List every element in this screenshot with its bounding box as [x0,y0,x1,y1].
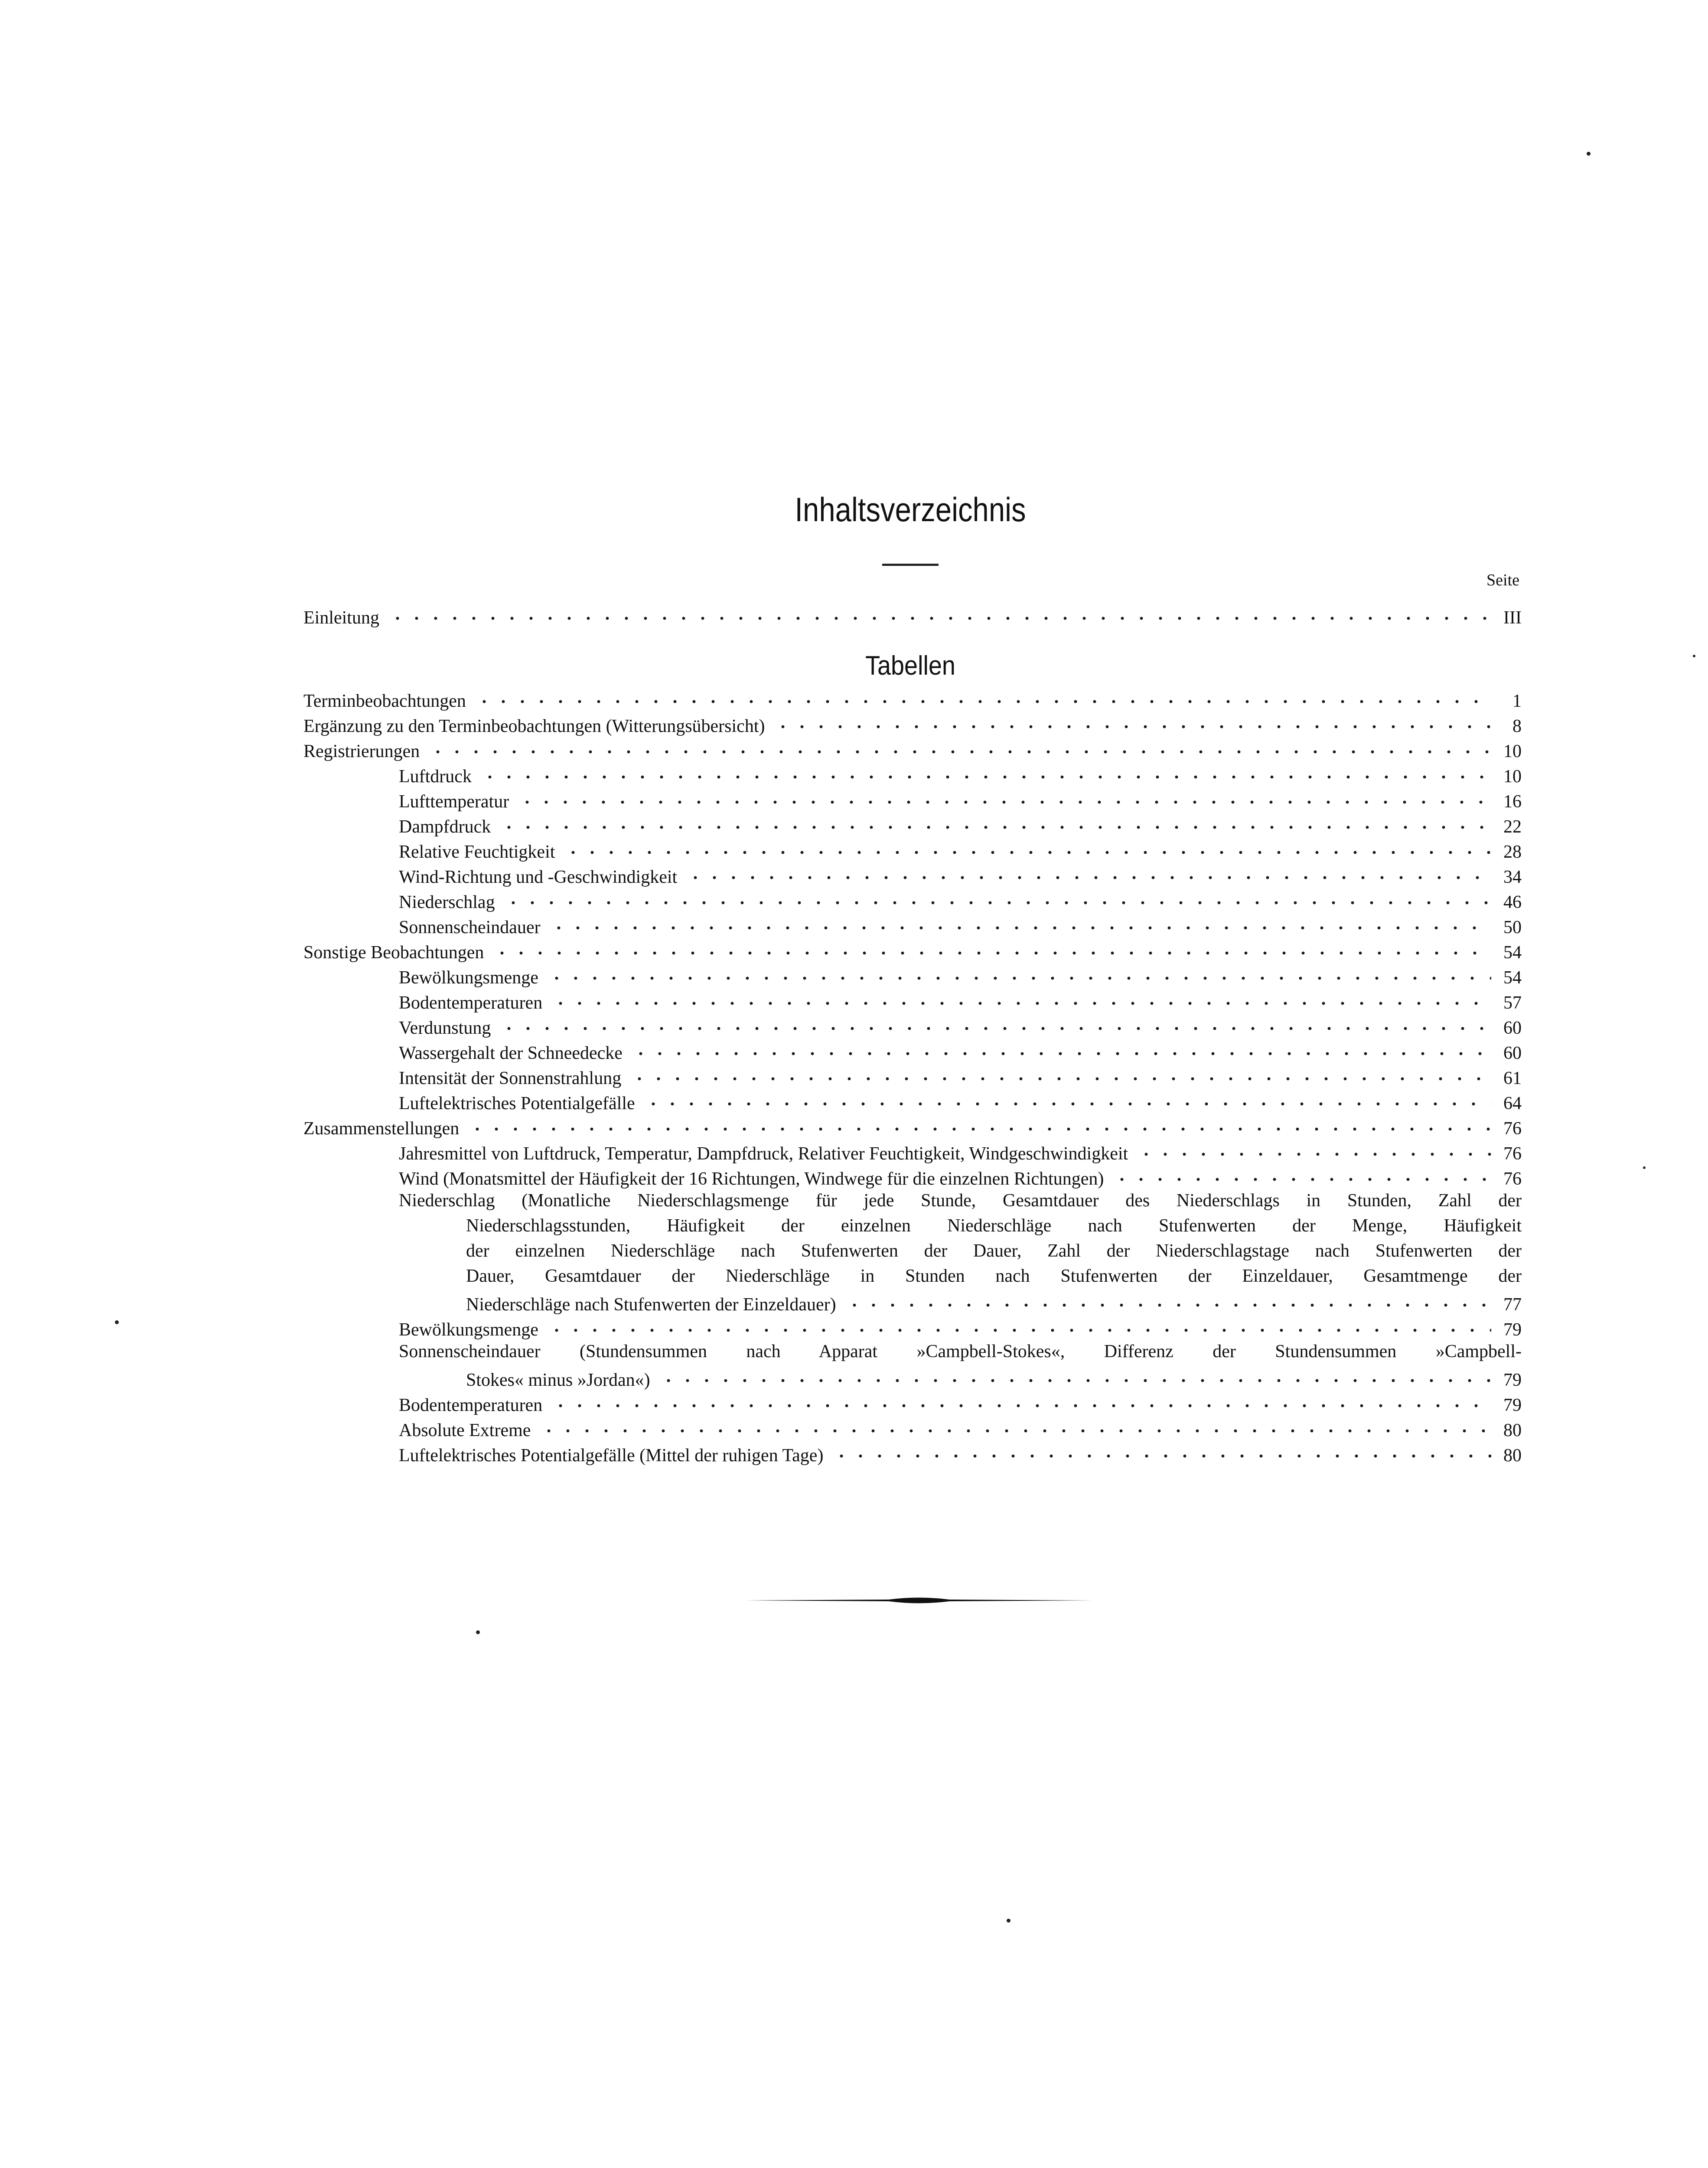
toc-entry-label: Registrierungen [303,741,420,761]
dot-leader [504,896,1491,910]
toc-entry-label: Absolute Extreme [399,1420,531,1440]
toc-entry-page: 80 [1503,1420,1522,1440]
toc-entry-label: Bodentemperaturen [399,993,543,1013]
toc-subentry [399,1440,1522,1465]
dot-leader [564,846,1491,859]
toc-subentry [399,1138,1522,1163]
toc-entry-label: Sonnenscheindauer [399,917,541,937]
dot-leader [518,795,1491,809]
toc-entry-label: Wassergehalt der Schneedecke [399,1043,623,1063]
toc-entry-label: Intensität der Sonnenstrahlung [399,1068,622,1088]
toc-subentry [399,786,1522,811]
toc-entry-page: 76 [1503,1119,1522,1139]
toc-entry-label-continued: Niederschläge nach Stufenwerten der Einzeldauer) [466,1295,836,1315]
toc-entry-label: Niederschlag (Monatliche Niederschlagsmenge für jede Stunde, Gesamtdauer des Niederschlags in Stunden, Zahl der [399,1191,1522,1211]
dot-leader [547,1323,1491,1337]
toc-entry-last-line [399,1364,1522,1389]
dot-leader [547,971,1491,985]
end-ornament [746,1594,1092,1607]
toc-subentry [399,836,1522,861]
dot-leader [644,1097,1491,1111]
toc-entry-page: 79 [1503,1320,1522,1340]
toc-entry-page: 46 [1503,892,1522,912]
toc-entry-page: 22 [1503,817,1522,837]
toc-entry-sonnenscheindauer [399,1339,1522,1389]
toc-subentry [399,811,1522,836]
scan-speck [1007,1919,1010,1923]
dot-leader [551,1399,1491,1413]
scan-speck [115,1320,119,1324]
toc-subentry [399,987,1522,1012]
dot-leader [499,1022,1491,1035]
toc-entry-page: 61 [1503,1068,1522,1088]
dot-leader [773,720,1491,734]
dot-leader [686,871,1491,885]
scan-speck [1643,1166,1646,1169]
toc-entry-label: Bodentemperaturen [399,1395,543,1415]
toc-entry-page: 54 [1503,943,1522,963]
toc-entry [303,685,1522,710]
toc-subentry [399,1389,1522,1414]
toc-entry-page: 80 [1503,1446,1522,1466]
dot-leader [832,1449,1491,1463]
toc-entry-label-continued: Dauer, Gesamtdauer der Niederschläge in Stunden nach Stufenwerten der Einzeldauer, Gesamtmenge der [466,1266,1522,1286]
toc-entry-page: 10 [1503,741,1522,761]
toc-entry-label: Verdunstung [399,1018,491,1038]
toc-entry-page: 76 [1503,1169,1522,1189]
toc-entry-label: Lufttemperatur [399,792,509,812]
toc-entry-page: 60 [1503,1043,1522,1063]
toc-entry [303,710,1522,735]
toc-entry-page: 50 [1503,917,1522,937]
toc-entry-page: 76 [1503,1144,1522,1164]
toc-subentry [399,1012,1522,1037]
toc-entry-label: Zusammenstellungen [303,1119,460,1139]
toc-entry [303,1113,1522,1138]
dot-leader [659,1374,1491,1388]
dot-leader [539,1424,1491,1438]
dot-leader [492,946,1491,960]
toc-entry-einleitung [303,602,1522,627]
dot-leader [388,611,1491,625]
page-title: Inhaltsverzeichnis [795,490,1026,529]
dot-leader [475,695,1491,709]
toc-entry-label: Luftelektrisches Potentialgefälle [399,1094,635,1113]
toc-entry-label: Einleitung [303,608,379,628]
toc-entry [303,735,1522,761]
toc-entry-page: 28 [1503,842,1522,862]
toc-entry-page: 79 [1503,1370,1522,1390]
scan-speck [1587,152,1591,156]
dot-leader [1112,1172,1491,1186]
dot-leader [480,770,1491,784]
section-heading-tabellen: Tabellen [865,651,955,681]
dot-leader [845,1298,1491,1312]
toc-entry-page: 60 [1503,1018,1522,1038]
toc-entry-page: 16 [1503,792,1522,812]
toc-entry-page: 54 [1503,968,1522,988]
toc-entry-page: 1 [1512,691,1522,711]
toc-entry-label: Luftelektrisches Potentialgefälle (Mittel der ruhigen Tage) [399,1446,824,1466]
toc-subentry [399,1414,1522,1440]
toc-entry-label-continued: der einzelnen Niederschläge nach Stufenwerten der Dauer, Zahl der Niederschlagstage nach Stufenwerten der [466,1241,1522,1261]
dot-leader [549,921,1491,935]
toc-entry-page: 77 [1503,1295,1522,1315]
toc-entry-page: 79 [1503,1395,1522,1415]
toc-subentry [399,1062,1522,1087]
toc-entry-label: Sonstige Beobachtungen [303,943,484,963]
toc-subentry [399,761,1522,786]
toc-entry-label: Relative Feuchtigkeit [399,842,555,862]
toc-entry-label: Bewölkungsmenge [399,1320,538,1340]
toc-entry-label: Niederschlag [399,892,495,912]
toc-entry-label: Luftdruck [399,767,472,787]
toc-entry-niederschlag [399,1188,1522,1314]
toc-entry-label: Jahresmittel von Luftdruck, Temperatur, Dampfdruck, Relativer Feuchtigkeit, Windgeschwindigkeit [399,1144,1128,1164]
toc-subentry [399,1087,1522,1113]
dot-leader [468,1122,1491,1136]
toc-subentry [399,886,1522,911]
title-underline [882,564,939,566]
toc-entry-page: III [1503,608,1522,628]
toc-subentry [399,1163,1522,1188]
toc-subentry [399,1037,1522,1062]
toc-entry-label-continued: Stokes« minus »Jordan«) [466,1370,650,1390]
toc-entry [303,937,1522,962]
toc-entry-label: Wind-Richtung und -Geschwindigkeit [399,867,678,887]
toc-entry-page: 64 [1503,1094,1522,1113]
toc-subentry [399,962,1522,987]
toc-entry-label: Sonnenscheindauer (Stundensummen nach Apparat »Campbell-Stokes«, Differenz der Stundensummen »Campbell- [399,1342,1522,1362]
dot-leader [428,745,1491,759]
dot-leader [499,820,1491,834]
toc-entry-page: 8 [1512,716,1522,736]
toc-entry-page: 34 [1503,867,1522,887]
scan-speck [1693,655,1695,657]
scan-speck [476,1630,480,1634]
toc-entry-label: Wind (Monatsmittel der Häufigkeit der 16 Richtungen, Windwege für die einzelnen Richtungen) [399,1169,1104,1189]
toc-subentry [399,861,1522,886]
page-column-header: Seite [1486,571,1519,589]
toc-entry-label: Bewölkungsmenge [399,968,538,988]
dot-leader [1137,1147,1491,1161]
toc-entry-last-line [399,1289,1522,1314]
toc-subentry [399,911,1522,937]
dot-leader [551,996,1491,1010]
toc-subentry [399,1314,1522,1339]
toc-entry-label: Terminbeobachtungen [303,691,466,711]
dot-leader [630,1072,1491,1086]
toc-entry-label: Dampfdruck [399,817,491,837]
toc-entry-page: 57 [1503,993,1522,1013]
toc-entry-page: 10 [1503,767,1522,787]
toc-entry-label: Ergänzung zu den Terminbeobachtungen (Witterungsübersicht) [303,716,765,736]
dot-leader [631,1047,1491,1061]
toc-entry-label-continued: Niederschlagsstunden, Häufigkeit der einzelnen Niederschläge nach Stufenwerten der Menge, Häufigkeit [466,1216,1522,1236]
